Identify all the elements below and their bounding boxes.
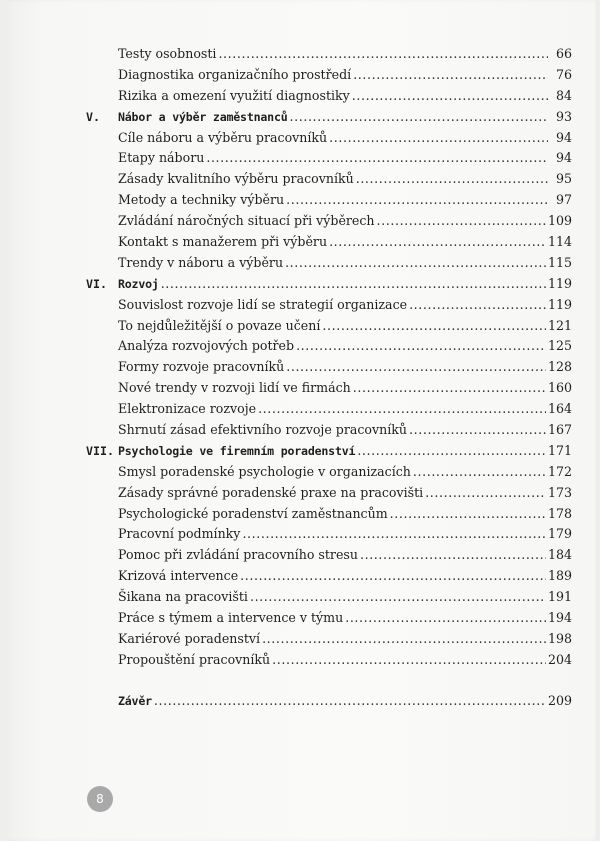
toc-entry-title: Psychologie ve firemním poradenství xyxy=(118,443,356,458)
toc-chapter-number: VI. xyxy=(86,276,107,291)
toc-page-number: 189 xyxy=(547,568,572,584)
toc-dot-leader xyxy=(242,526,546,541)
toc-dot-leader xyxy=(296,338,546,353)
toc-row xyxy=(86,67,572,88)
toc-page-number: 84 xyxy=(555,87,572,103)
toc-row xyxy=(86,255,572,276)
toc-row xyxy=(86,401,572,422)
toc-page-number: 95 xyxy=(555,171,572,187)
toc-chapter-row xyxy=(86,693,572,714)
toc-page-number: 66 xyxy=(555,46,572,61)
toc-dot-leader xyxy=(262,631,546,646)
toc-dot-leader xyxy=(286,359,546,374)
toc-row xyxy=(86,130,572,151)
table-of-contents xyxy=(86,46,572,714)
toc-row xyxy=(86,631,572,652)
toc-row xyxy=(86,568,572,589)
toc-row xyxy=(86,192,572,213)
toc-dot-leader xyxy=(206,150,548,165)
toc-entry-title: Propouštění pracovníků xyxy=(118,651,271,667)
toc-entry-title: Zásady kvalitního výběru pracovníků xyxy=(118,171,354,187)
toc-entry-title: Souvislost rozvoje lidí se strategií organizace xyxy=(118,296,408,312)
toc-row xyxy=(86,464,572,485)
toc-page-number: 114 xyxy=(547,234,572,250)
toc-page-number: 178 xyxy=(547,505,572,521)
toc-entry-title: To nejdůležitější o povaze učení xyxy=(118,317,321,333)
toc-dot-leader xyxy=(329,130,548,145)
toc-page-number: 93 xyxy=(555,108,572,124)
toc-row xyxy=(86,297,572,318)
toc-page-number: 119 xyxy=(547,275,572,291)
toc-page-number: 164 xyxy=(547,401,572,417)
toc-row xyxy=(86,213,572,234)
toc-page-number: 179 xyxy=(547,526,572,542)
toc-entry-title: Etapy náboru xyxy=(118,150,205,166)
toc-chapter-row xyxy=(86,276,572,297)
toc-dot-leader xyxy=(425,485,546,500)
toc-entry-title: Cíle náboru a výběru pracovníků xyxy=(118,129,328,145)
toc-dot-leader xyxy=(218,46,548,61)
toc-entry-title: Analýza rozvojových potřeb xyxy=(118,338,295,354)
toc-entry-title: Pracovní podmínky xyxy=(118,526,241,542)
toc-entry-title: Závěr xyxy=(118,693,152,708)
toc-dot-leader xyxy=(352,88,548,103)
toc-page-number: 198 xyxy=(547,630,572,646)
toc-entry-title: Šikana na pracovišti xyxy=(118,589,248,605)
toc-entry-title: Nové trendy v rozvoji lidí ve firmách xyxy=(118,380,351,396)
toc-row xyxy=(86,485,572,506)
toc-dot-leader xyxy=(345,610,546,625)
toc-dot-leader xyxy=(329,234,546,249)
toc-page-number: 171 xyxy=(547,442,572,458)
toc-entry-title: Zvládání náročných situací při výběrech xyxy=(118,213,375,229)
toc-entry-title: Kontakt s manažerem při výběru xyxy=(118,234,328,250)
toc-entry-title: Testy osobnosti xyxy=(118,46,217,61)
toc-dot-leader xyxy=(286,192,548,207)
toc-entry-title: Rizika a omezení využití diagnostiky xyxy=(118,87,350,103)
toc-page-number: 94 xyxy=(555,150,572,166)
toc-dot-leader xyxy=(154,693,546,708)
toc-entry-title: Metody a techniky výběru xyxy=(118,192,285,208)
toc-page-number: 173 xyxy=(547,484,572,500)
toc-entry-title: Smysl poradenské psychologie v organizacích xyxy=(118,463,411,479)
toc-page-number: 125 xyxy=(547,338,572,354)
toc-dot-leader xyxy=(356,171,548,186)
toc-entry-title: Diagnostika organizačního prostředí xyxy=(118,66,352,82)
toc-row xyxy=(86,506,572,527)
toc-entry-title: Trendy v náboru a výběru xyxy=(118,254,284,270)
toc-row xyxy=(86,589,572,610)
toc-dot-leader xyxy=(377,213,546,228)
toc-row xyxy=(86,422,572,443)
toc-dot-leader xyxy=(272,652,546,667)
toc-page-number: 76 xyxy=(555,66,572,82)
toc-row xyxy=(86,547,572,568)
toc-row xyxy=(86,171,572,192)
toc-row xyxy=(86,318,572,339)
toc-entry-title: Práce s týmem a intervence v týmu xyxy=(118,610,344,626)
toc-page-number: 209 xyxy=(547,692,572,708)
toc-entry-title: Shrnutí zásad efektivního rozvoje pracovníků xyxy=(118,422,408,438)
toc-row xyxy=(86,610,572,631)
toc-page-number: 128 xyxy=(547,359,572,375)
toc-page-number: 121 xyxy=(547,317,572,333)
toc-chapter-number: VII. xyxy=(86,443,114,458)
toc-entry-title: Pomoc při zvládání pracovního stresu xyxy=(118,547,358,563)
toc-entry-title: Elektronizace rozvoje xyxy=(118,401,257,417)
toc-dot-leader xyxy=(357,443,546,458)
toc-dot-leader xyxy=(413,464,546,479)
toc-page-number: 109 xyxy=(547,213,572,229)
toc-entry-title: Rozvoj xyxy=(118,276,159,291)
toc-page-number: 167 xyxy=(547,422,572,438)
toc-row xyxy=(86,338,572,359)
toc-gap xyxy=(86,673,572,693)
toc-row xyxy=(86,526,572,547)
toc-dot-leader xyxy=(290,109,548,124)
toc-dot-leader xyxy=(353,380,546,395)
book-page xyxy=(8,0,598,841)
toc-page-number: 191 xyxy=(547,589,572,605)
toc-entry-title: Formy rozvoje pracovníků xyxy=(118,359,285,375)
toc-page-number: 94 xyxy=(555,129,572,145)
toc-entry-title: Nábor a výběr zaměstnanců xyxy=(118,109,288,124)
toc-entries xyxy=(86,46,572,673)
toc-dot-leader xyxy=(409,422,546,437)
toc-dot-leader xyxy=(161,276,546,291)
toc-chapter-row xyxy=(86,443,572,464)
toc-dot-leader xyxy=(390,506,546,521)
toc-dot-leader xyxy=(258,401,546,416)
toc-dot-leader xyxy=(353,67,548,82)
toc-page-number: 115 xyxy=(547,254,572,270)
toc-row xyxy=(86,234,572,255)
toc-entry-title: Krizová intervence xyxy=(118,568,239,584)
toc-dot-leader xyxy=(250,589,546,604)
toc-conclusion xyxy=(86,693,572,714)
toc-dot-leader xyxy=(322,318,546,333)
toc-row xyxy=(86,652,572,673)
toc-entry-title: Kariérové poradenství xyxy=(118,630,261,646)
toc-row xyxy=(86,150,572,171)
toc-row xyxy=(86,46,572,67)
toc-chapter-number: V. xyxy=(86,109,100,124)
toc-page-number: 204 xyxy=(547,651,572,667)
toc-row xyxy=(86,380,572,401)
toc-dot-leader xyxy=(409,297,546,312)
toc-dot-leader xyxy=(360,547,546,562)
toc-entry-title: Zásady správné poradenské praxe na pracovišti xyxy=(118,484,424,500)
toc-page-number: 119 xyxy=(547,296,572,312)
toc-page-number: 194 xyxy=(547,610,572,626)
toc-page-number: 97 xyxy=(555,192,572,208)
toc-entry-title: Psychologické poradenství zaměstnancům xyxy=(118,505,388,521)
toc-chapter-row xyxy=(86,109,572,130)
toc-dot-leader xyxy=(240,568,546,583)
toc-dot-leader xyxy=(285,255,546,270)
toc-page-number: 172 xyxy=(547,463,572,479)
toc-row xyxy=(86,359,572,380)
toc-row xyxy=(86,88,572,109)
toc-page-number: 184 xyxy=(547,547,572,563)
page-number-badge: 8 xyxy=(87,786,113,812)
toc-page-number: 160 xyxy=(547,380,572,396)
